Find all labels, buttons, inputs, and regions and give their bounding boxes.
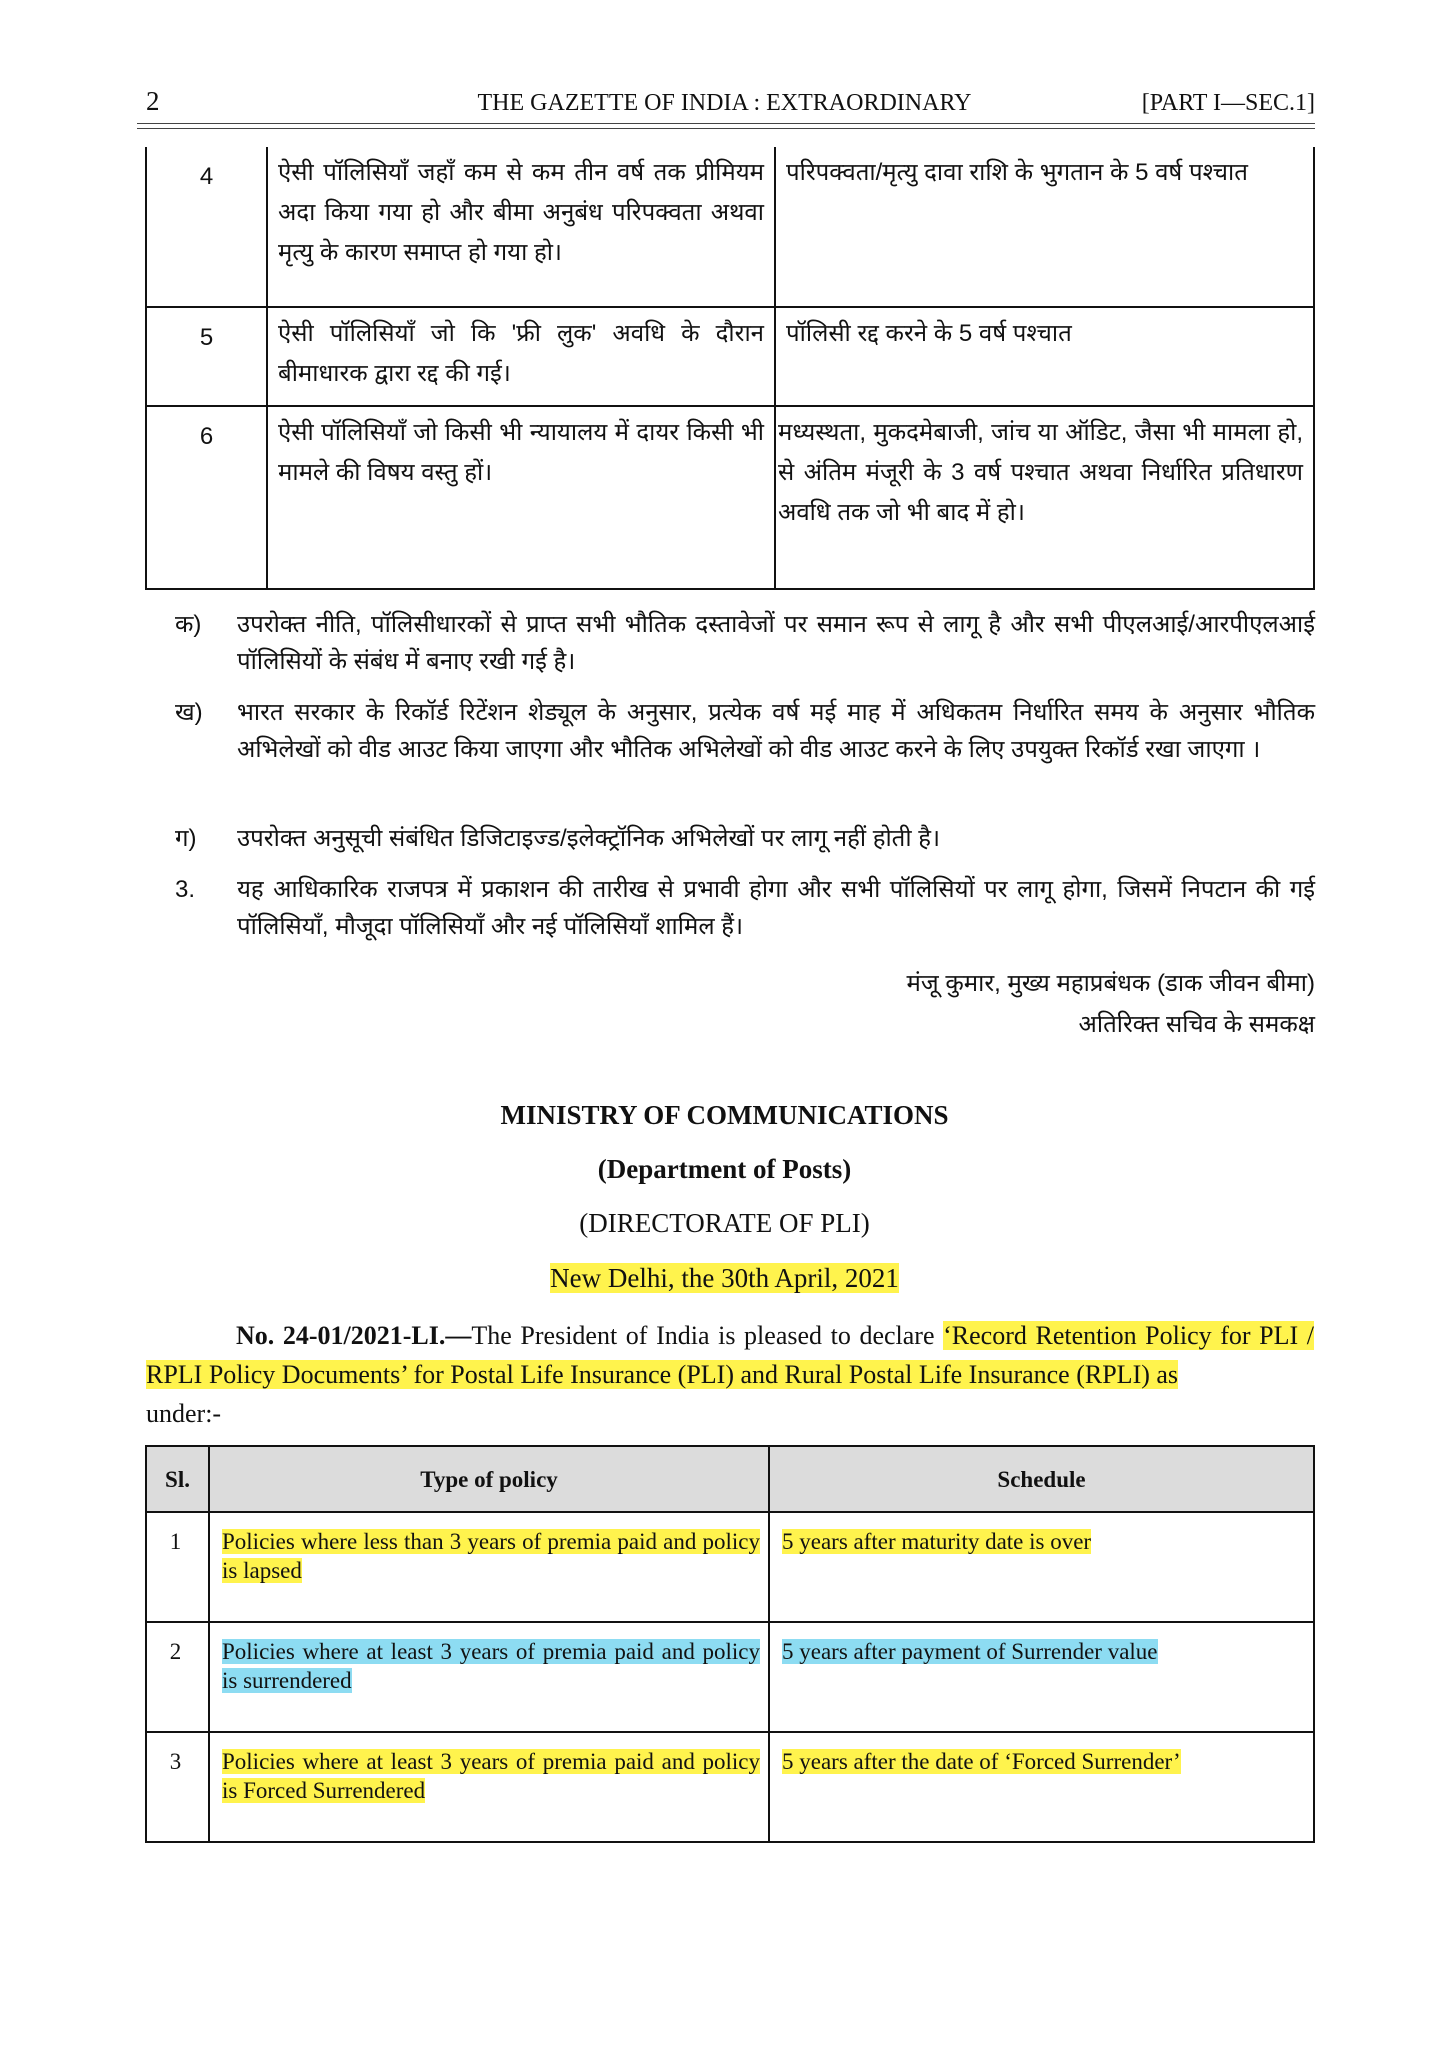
ministry-heading: MINISTRY OF COMMUNICATIONS bbox=[500, 1100, 949, 1130]
row-number: 2 bbox=[146, 1622, 209, 1732]
header-rule bbox=[137, 128, 1315, 129]
schedule: 5 years after maturity date is over bbox=[782, 1529, 1092, 1554]
schedule: पॉलिसी रद्द करने के 5 वर्ष पश्चात bbox=[775, 307, 1314, 406]
table-row bbox=[146, 147, 1314, 307]
table-row bbox=[146, 406, 1314, 589]
signatory-designation: अतिरिक्त सचिव के समकक्ष bbox=[1078, 1011, 1315, 1038]
row-number: 1 bbox=[146, 1512, 209, 1622]
policy-type-cell bbox=[209, 1512, 769, 1622]
note-ka bbox=[175, 606, 1315, 680]
policy-name: ‘Record Retention Policy for PLI / RPLI Policy Documents’ for Postal Life Insurance (PLI) and Rural Postal Life Insurance (RPLI) as bbox=[146, 1321, 1314, 1389]
schedule: परिपक्वता/मृत्यु दावा राशि के भुगतान के 5 वर्ष पश्चात bbox=[775, 147, 1314, 307]
notice-date: New Delhi, the 30th April, 2021 bbox=[550, 1263, 899, 1293]
directorate-heading: (DIRECTORATE OF PLI) bbox=[579, 1208, 870, 1238]
header-sl: Sl. bbox=[146, 1446, 209, 1512]
table-header-row bbox=[146, 1446, 1314, 1512]
policy-type-cell bbox=[209, 1732, 769, 1842]
note-label: ख) bbox=[175, 699, 203, 726]
row-number: 4 bbox=[146, 147, 267, 307]
policy-type: Policies where at least 3 years of premia paid and policy is Forced Surrendered bbox=[222, 1749, 760, 1803]
clause-3 bbox=[175, 871, 1315, 945]
note-text: उपरोक्त अनुसूची संबंधित डिजिटाइज्ड/इलेक्ट्रॉनिक अभिलेखों पर लागू नहीं होती है। bbox=[237, 825, 941, 852]
note-ga bbox=[175, 820, 1315, 857]
schedule-cell bbox=[769, 1512, 1314, 1622]
schedule: 5 years after payment of Surrender value bbox=[782, 1639, 1158, 1664]
row-number: 3 bbox=[146, 1732, 209, 1842]
row-number: 5 bbox=[146, 307, 267, 406]
notice-number: No. 24-01/2021-LI.— bbox=[236, 1321, 472, 1350]
header-schedule: Schedule bbox=[769, 1446, 1314, 1512]
part-section: [PART I—SEC.1] bbox=[1141, 90, 1315, 116]
policy-type: ऐसी पॉलिसियाँ जो कि 'फ्री लुक' अवधि के दौरान बीमाधारक द्वारा रद्द की गई। bbox=[267, 307, 775, 406]
note-label: क) bbox=[175, 611, 202, 638]
policy-type: Policies where at least 3 years of premia paid and policy is surrendered bbox=[222, 1639, 760, 1693]
schedule: 5 years after the date of ‘Forced Surrender’ bbox=[782, 1749, 1181, 1774]
notice-date-wrap bbox=[0, 1263, 1449, 1294]
note-text: भारत सरकार के रिकॉर्ड रिटेंशन शेड्यूल के अनुसार, प्रत्येक वर्ष मई माह में अधिकतम निर्धारित समय के अनुसार भौतिक अभिलेखों को वीड आउट किया जाएगा और भौतिक अभिलेखों को वीड आउट करने के लिए उपयुक्त रिकॉर्ड रखा जाएगा । bbox=[237, 699, 1315, 763]
notice-paragraph bbox=[146, 1316, 1314, 1433]
table-row bbox=[146, 1732, 1314, 1842]
note-label: 3. bbox=[175, 876, 196, 903]
table-row bbox=[146, 1512, 1314, 1622]
english-schedule-table bbox=[145, 1445, 1315, 1843]
header-rule bbox=[137, 123, 1315, 124]
row-number: 6 bbox=[146, 406, 267, 589]
gazette-title: THE GAZETTE OF INDIA : EXTRAORDINARY bbox=[477, 90, 972, 116]
signatory-name: मंजू कुमार, मुख्य महाप्रबंधक (डाक जीवन बीमा) bbox=[906, 970, 1315, 997]
department-heading: (Department of Posts) bbox=[597, 1154, 852, 1184]
schedule-cell bbox=[769, 1622, 1314, 1732]
policy-type: ऐसी पॉलिसियाँ जो किसी भी न्यायालय में दायर किसी भी मामले की विषय वस्तु हों। bbox=[267, 406, 775, 589]
notice-tail: under:- bbox=[146, 1399, 222, 1428]
note-text: उपरोक्त नीति, पॉलिसीधारकों से प्राप्त सभी भौतिक दस्तावेजों पर समान रूप से लागू है और सभी पीएलआई/आरपीएलआई पॉलिसियों के संबंध में बनाए रखी गई है। bbox=[237, 611, 1315, 675]
schedule: मध्यस्थता, मुकदमेबाजी, जांच या ऑडिट, जैसा भी मामला हो, से अंतिम मंजूरी के 3 वर्ष पश्चात अथवा निर्धारित प्रतिधारण अवधि तक जो भी बाद में हो। bbox=[775, 406, 1314, 589]
header-type: Type of policy bbox=[209, 1446, 769, 1512]
page-number: 2 bbox=[146, 86, 160, 116]
note-kha bbox=[175, 694, 1315, 768]
table-row bbox=[146, 307, 1314, 406]
notice-intro: The President of India is pleased to declare bbox=[471, 1321, 944, 1350]
note-label: ग) bbox=[175, 825, 197, 852]
table-row bbox=[146, 1622, 1314, 1732]
policy-type: Policies where less than 3 years of premia paid and policy is lapsed bbox=[222, 1529, 760, 1583]
policy-type-cell bbox=[209, 1622, 769, 1732]
schedule-cell bbox=[769, 1732, 1314, 1842]
policy-type: ऐसी पॉलिसियाँ जहाँ कम से कम तीन वर्ष तक प्रीमियम अदा किया गया हो और बीमा अनुबंध परिपक्वता अथवा मृत्यु के कारण समाप्त हो गया हो। bbox=[267, 147, 775, 307]
note-text: यह आधिकारिक राजपत्र में प्रकाशन की तारीख से प्रभावी होगा और सभी पॉलिसियों पर लागू होगा, जिसमें निपटान की गई पॉलिसियाँ, मौजूदा पॉलिसियाँ और नई पॉलिसियाँ शामिल हैं। bbox=[237, 876, 1315, 940]
hindi-schedule-table bbox=[145, 147, 1315, 590]
